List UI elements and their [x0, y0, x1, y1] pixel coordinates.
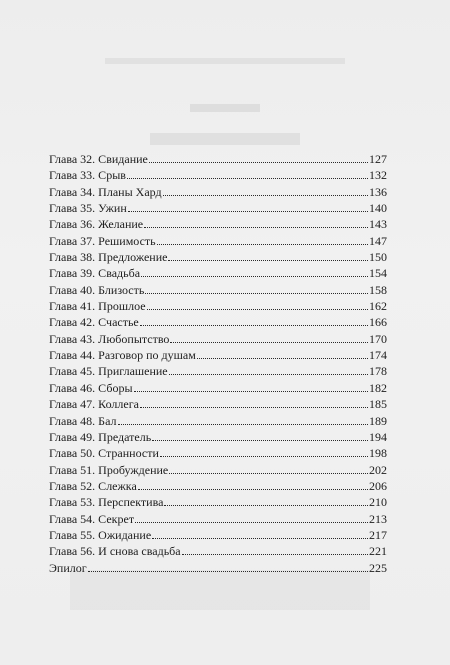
- dot-leader: [169, 374, 368, 375]
- dot-leader: [149, 162, 368, 163]
- toc-entry-title: Глава 38. Предложение: [49, 250, 168, 265]
- toc-entry-page-number: 132: [369, 168, 387, 183]
- dot-leader: [140, 407, 368, 408]
- toc-entry: [49, 265, 387, 281]
- toc-entry-page-number: 170: [369, 331, 387, 346]
- dot-leader: [160, 456, 368, 457]
- toc-entry-title: Глава 40. Близость: [49, 282, 145, 297]
- toc-entry: [49, 413, 387, 429]
- toc-entry-title: Глава 41. Прошлое: [49, 299, 146, 314]
- toc-entry-page-number: 178: [369, 364, 387, 379]
- toc-entry: [49, 511, 387, 527]
- dot-leader: [138, 489, 368, 490]
- toc-entry: [49, 216, 387, 232]
- toc-entry: [49, 282, 387, 298]
- toc-entry: [49, 184, 387, 200]
- show-through-decoration: [70, 570, 370, 610]
- toc-entry: [49, 478, 387, 494]
- dot-leader: [152, 538, 368, 539]
- dot-leader: [147, 309, 368, 310]
- dot-leader: [197, 358, 368, 359]
- toc-entry-title: Глава 46. Сборы: [49, 380, 133, 395]
- toc-entry: [49, 347, 387, 363]
- toc-entry-page-number: 143: [369, 217, 387, 232]
- toc-entry: [49, 429, 387, 445]
- toc-entry: [49, 314, 387, 330]
- toc-entry-title: Глава 55. Ожидание: [49, 527, 152, 542]
- toc-entry-page-number: 202: [369, 462, 387, 477]
- show-through-decoration: [190, 104, 260, 112]
- toc-entry: [49, 363, 387, 379]
- dot-leader: [144, 227, 368, 228]
- dot-leader: [163, 195, 368, 196]
- show-through-decoration: [150, 133, 300, 145]
- toc-entry: [49, 494, 387, 510]
- toc-entry-page-number: 158: [369, 282, 387, 297]
- toc-entry: [49, 200, 387, 216]
- toc-entry-title: Глава 33. Срыв: [49, 168, 126, 183]
- show-through-decoration: [105, 58, 345, 64]
- toc-entry-title: Глава 54. Секрет: [49, 511, 135, 526]
- toc-entry: [49, 249, 387, 265]
- toc-entry: [49, 560, 387, 576]
- toc-entry-page-number: 182: [369, 380, 387, 395]
- toc-entry: [49, 298, 387, 314]
- toc-entry-title: Глава 35. Ужин: [49, 201, 127, 216]
- toc-entry-title: Глава 42. Счастье: [49, 315, 139, 330]
- toc-entry: [49, 167, 387, 183]
- table-of-contents: [49, 151, 387, 576]
- toc-entry-title: Глава 53. Перспектива: [49, 495, 164, 510]
- toc-entry-title: Эпилог: [49, 560, 87, 575]
- dot-leader: [145, 293, 368, 294]
- toc-entry: [49, 380, 387, 396]
- toc-entry-page-number: 174: [369, 348, 387, 363]
- toc-entry-page-number: 198: [369, 446, 387, 461]
- toc-entry-title: Глава 34. Планы Хард: [49, 184, 162, 199]
- toc-entry-page-number: 127: [369, 152, 387, 166]
- toc-entry-title: Глава 37. Решимость: [49, 233, 156, 248]
- dot-leader: [169, 473, 368, 474]
- toc-entry: [49, 396, 387, 412]
- dot-leader: [128, 211, 368, 212]
- toc-entry: [49, 462, 387, 478]
- toc-entry-title: Глава 47. Коллега: [49, 397, 139, 412]
- toc-entry-title: Глава 39. Свадьба: [49, 266, 141, 281]
- toc-entry-title: Глава 56. И снова свадьба: [49, 544, 181, 559]
- dot-leader: [168, 260, 368, 261]
- toc-entry: [49, 543, 387, 559]
- toc-entry-title: Глава 51. Пробуждение: [49, 462, 169, 477]
- toc-entry: [49, 445, 387, 461]
- toc-entry-title: Глава 52. Слежка: [49, 478, 137, 493]
- toc-entry-page-number: 147: [369, 233, 387, 248]
- toc-entry-page-number: 162: [369, 299, 387, 314]
- toc-entry-page-number: 213: [369, 511, 387, 526]
- toc-entry-page-number: 189: [369, 413, 387, 428]
- toc-entry-page-number: 150: [369, 250, 387, 265]
- toc-entry-page-number: 210: [369, 495, 387, 510]
- dot-leader: [88, 571, 368, 572]
- toc-entry-title: Глава 48. Бал: [49, 413, 117, 428]
- dot-leader: [134, 391, 368, 392]
- toc-entry-title: Глава 45. Приглашение: [49, 364, 168, 379]
- dot-leader: [127, 178, 368, 179]
- toc-entry-page-number: 136: [369, 184, 387, 199]
- toc-entry-page-number: 185: [369, 397, 387, 412]
- toc-entry-title: Глава 44. Разговор по душам: [49, 348, 196, 363]
- dot-leader: [118, 424, 369, 425]
- toc-entry-title: Глава 50. Странности: [49, 446, 159, 461]
- toc-entry-page-number: 225: [369, 560, 387, 575]
- dot-leader: [182, 554, 368, 555]
- toc-entry: [49, 527, 387, 543]
- toc-entry-page-number: 221: [369, 544, 387, 559]
- dot-leader: [141, 276, 368, 277]
- toc-entry-page-number: 206: [369, 478, 387, 493]
- toc-entry: [49, 233, 387, 249]
- toc-entry-page-number: 140: [369, 201, 387, 216]
- toc-entry-page-number: 217: [369, 527, 387, 542]
- toc-entry-title: Глава 43. Любопытство: [49, 331, 170, 346]
- dot-leader: [152, 440, 368, 441]
- toc-entry-title: Глава 36. Желание: [49, 217, 144, 232]
- dot-leader: [135, 522, 368, 523]
- toc-entry-title: Глава 49. Предатель: [49, 429, 152, 444]
- toc-entry: [49, 331, 387, 347]
- dot-leader: [164, 505, 368, 506]
- toc-entry-title: Глава 32. Свидание: [49, 152, 148, 166]
- toc-entry-page-number: 154: [369, 266, 387, 281]
- toc-entry-page-number: 166: [369, 315, 387, 330]
- dot-leader: [170, 342, 368, 343]
- toc-entry: [49, 151, 387, 167]
- toc-entry-page-number: 194: [369, 429, 387, 444]
- dot-leader: [140, 325, 368, 326]
- dot-leader: [157, 244, 368, 245]
